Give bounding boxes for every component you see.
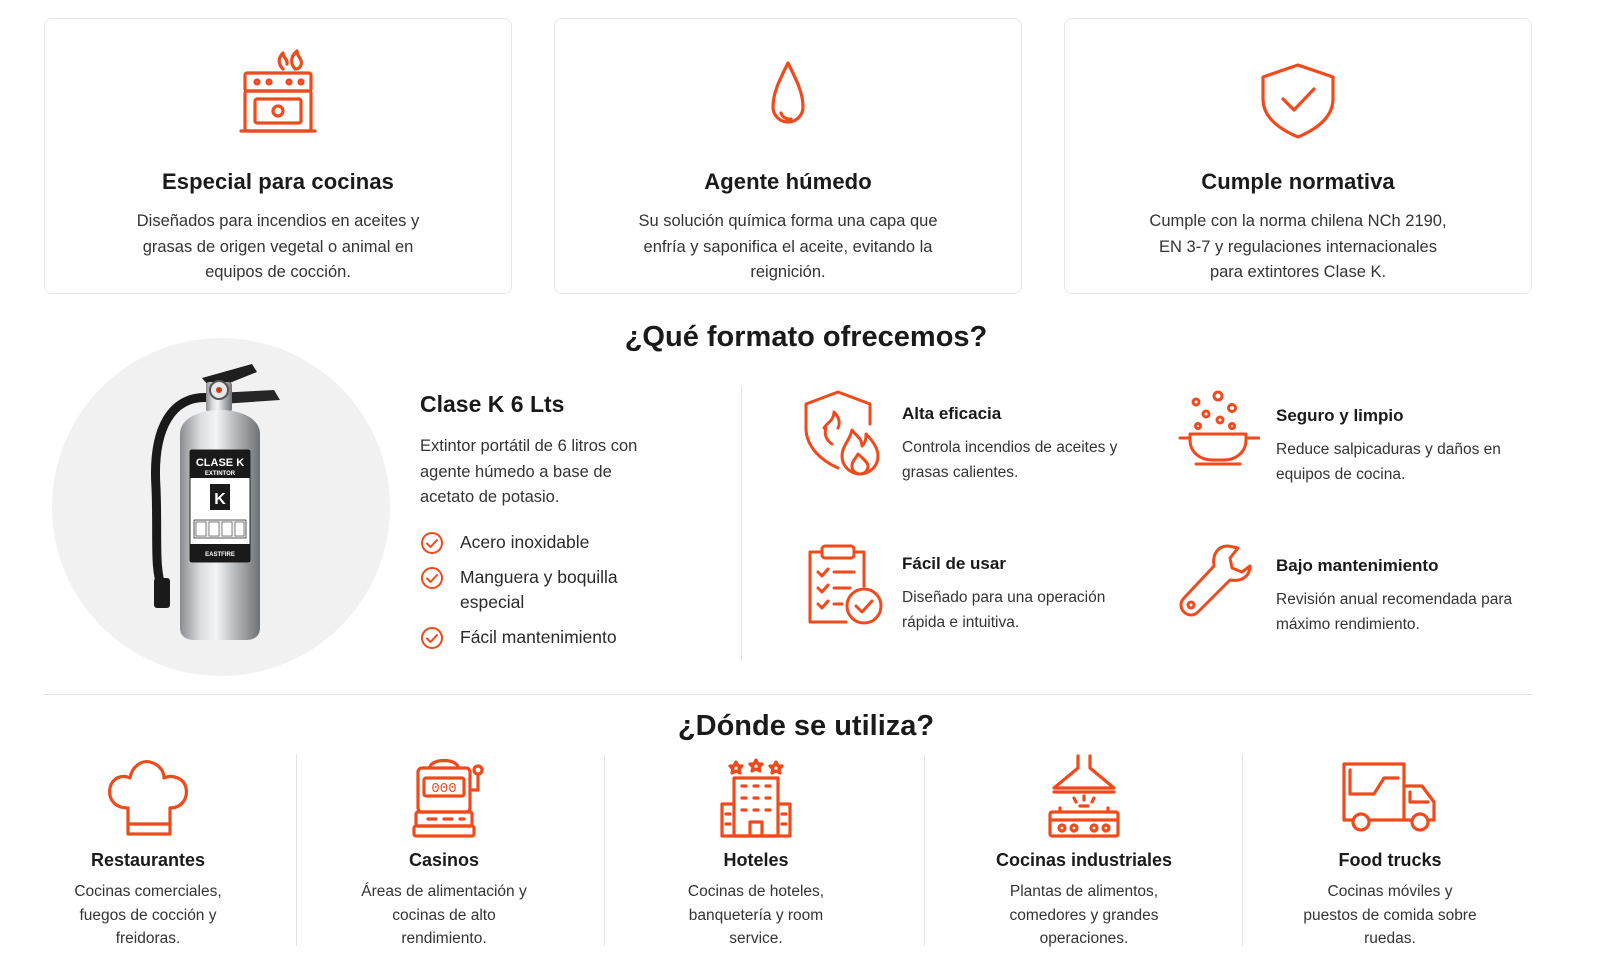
vertical-divider (741, 386, 742, 660)
card-title: Cumple normativa (1201, 169, 1395, 194)
use-divider (604, 754, 605, 946)
card-title: Agente húmedo (704, 169, 872, 194)
feature-cards (44, 18, 1532, 294)
hotel-icon (706, 754, 806, 840)
shield-fire-icon (802, 388, 886, 478)
use-title: Cocinas industriales (995, 850, 1173, 870)
use-text: Plantas de alimentos, comedores y grandes operaciones. (1009, 883, 1159, 947)
card-kitchen (44, 18, 512, 294)
wrench-icon (1176, 540, 1260, 630)
feature-item (420, 530, 680, 555)
label-sub-text: EXTINTOR (204, 471, 236, 477)
benefit-safe-clean (1176, 390, 1516, 500)
use-divider (924, 754, 925, 946)
use-title: Restaurantes (90, 850, 206, 870)
food-truck-icon (1340, 754, 1440, 840)
chef-hat-icon (98, 754, 198, 840)
use-text: Cocinas de hoteles, banquetería y room service. (687, 883, 825, 947)
product-features (420, 530, 680, 660)
clipboard-check-icon (802, 538, 886, 628)
card-compliance (1064, 18, 1532, 294)
check-circle-icon (420, 626, 444, 650)
feature-item (420, 565, 680, 615)
use-text: Cocinas móviles y puestos de comida sobre ruedas. (1303, 883, 1477, 947)
range-hood-icon (1034, 754, 1134, 840)
use-text: Cocinas comerciales, fuegos de cocción y freidoras. (74, 883, 222, 947)
benefit-title: Alta eficacia (902, 404, 1002, 423)
benefit-low-maintenance (1176, 540, 1516, 650)
use-title: Food trucks (1338, 850, 1442, 870)
feature-label: Manguera y boquilla especial (460, 567, 618, 612)
slot-machine-icon (394, 754, 494, 840)
stove-fire-icon (233, 43, 323, 139)
benefit-text: Controla incendios de aceites y grasas calientes. (902, 439, 1118, 481)
card-text: Su solución química forma una capa que enfría y saponifica el aceite, evitando la reignición. (638, 212, 938, 281)
card-text: Diseñados para incendios en aceites y grasas de origen vegetal o animal en equipos de cocción. (136, 212, 420, 281)
check-circle-icon (420, 566, 444, 590)
product-description: Extintor portátil de 6 litros con agente húmedo a base de acetato de potasio. (420, 437, 638, 506)
benefit-text: Diseñado para una operación rápida e intuitiva. (902, 589, 1106, 631)
droplet-icon (743, 43, 833, 139)
label-brand-text: EASTFIRE (205, 552, 235, 558)
use-industrial-kitchens (984, 754, 1184, 954)
uses-section-title: ¿Dónde se utiliza? (677, 710, 935, 742)
horizontal-divider (44, 694, 1532, 695)
use-restaurants (44, 754, 252, 954)
extinguisher-image (52, 338, 390, 676)
benefit-easy-use (802, 538, 1142, 648)
benefit-text: Reduce salpicaduras y daños en equipos de cocina. (1276, 441, 1501, 483)
use-divider (1242, 754, 1243, 946)
feature-label: Fácil mantenimiento (460, 627, 617, 647)
benefit-title: Fácil de usar (902, 554, 1006, 573)
feature-label: Acero inoxidable (460, 532, 590, 552)
product-name: Clase K 6 Lts (420, 391, 565, 417)
use-divider (296, 754, 297, 946)
label-letter-text: K (214, 491, 226, 508)
use-title: Casinos (408, 850, 480, 870)
use-casinos (344, 754, 544, 954)
use-hotels (656, 754, 856, 954)
use-text: Áreas de alimentación y cocinas de alto rendimiento. (361, 883, 527, 947)
product-image (52, 338, 390, 676)
feature-item (420, 625, 680, 650)
benefit-title: Bajo mantenimiento (1276, 556, 1439, 575)
formats-section-title: ¿Qué formato ofrecemos? (624, 321, 988, 353)
shield-check-icon (1253, 43, 1343, 139)
benefit-title: Seguro y limpio (1276, 406, 1404, 425)
use-food-trucks (1290, 754, 1490, 954)
check-circle-icon (420, 531, 444, 555)
card-text: Cumple con la norma chilena NCh 2190, EN 3-7 y regulaciones internacionales para extintores Clase K. (1149, 212, 1447, 281)
benefit-high-efficacy (802, 388, 1142, 498)
label-main-text: CLASE K (195, 457, 245, 469)
pan-bubbles-icon (1176, 390, 1260, 480)
benefit-text: Revisión anual recomendada para máximo rendimiento. (1276, 591, 1513, 633)
use-title: Hoteles (723, 850, 789, 870)
uses-list (44, 754, 1532, 954)
card-wet-agent (554, 18, 1022, 294)
svg-text:000: 000 (431, 781, 457, 797)
card-title: Especial para cocinas (161, 169, 394, 194)
